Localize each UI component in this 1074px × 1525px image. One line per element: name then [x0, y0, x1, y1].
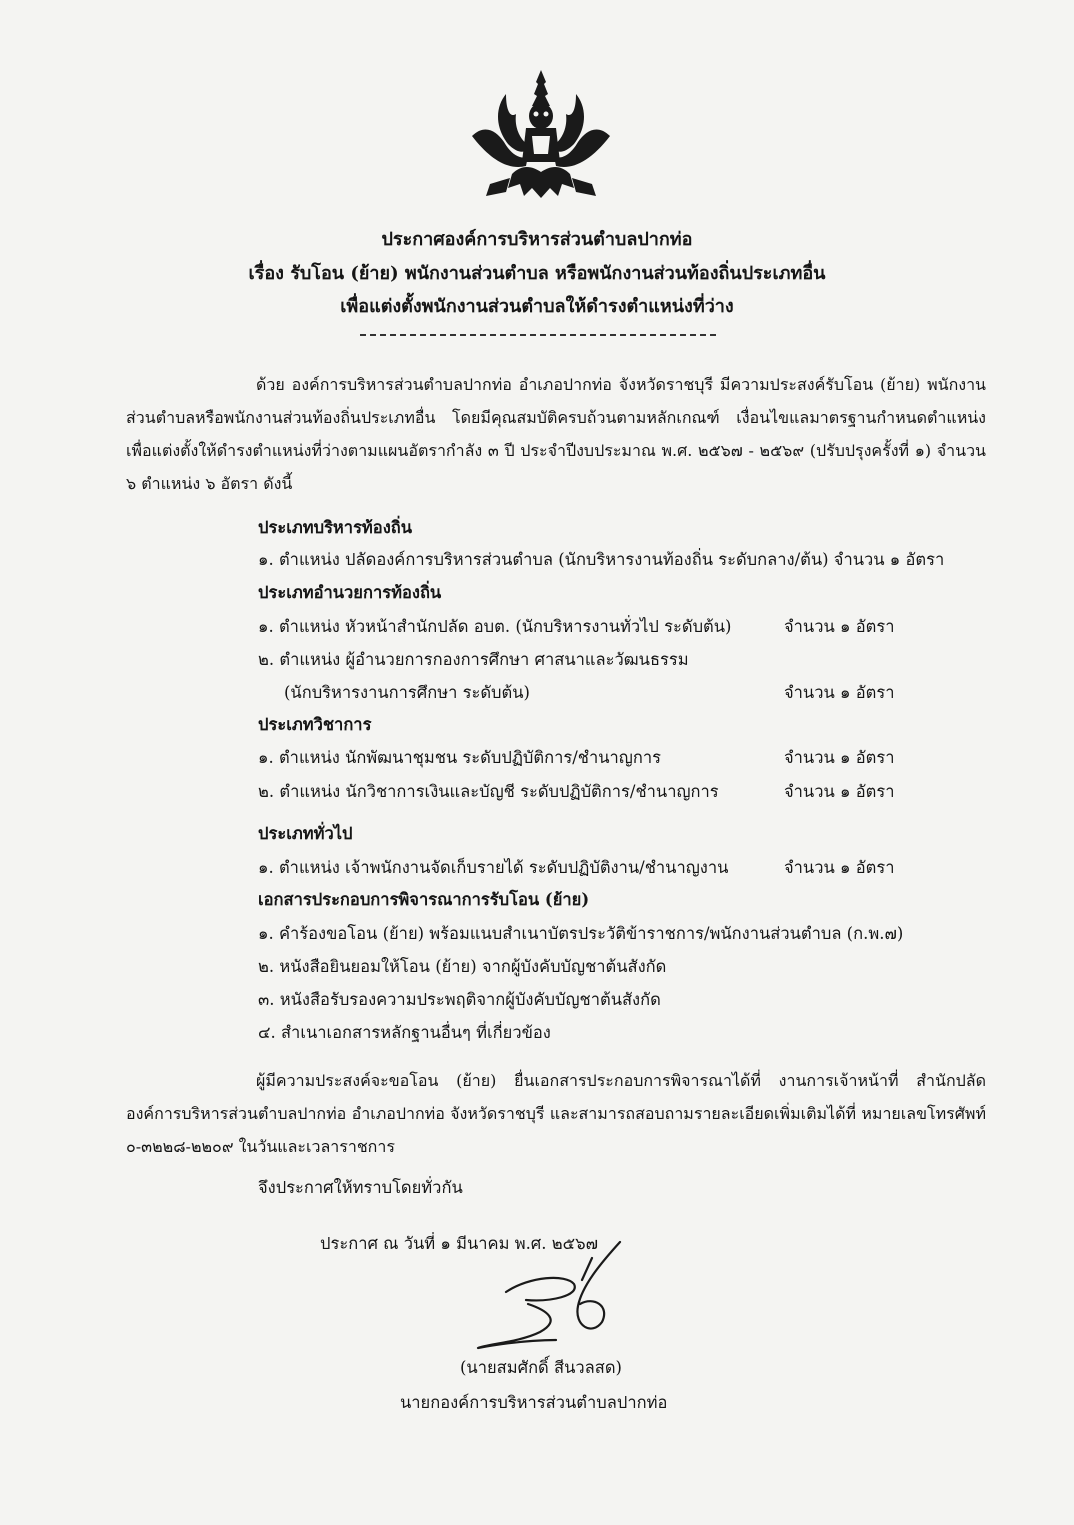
intro-paragraph [126, 368, 986, 500]
document-item: ๒. หนังสือยินยอมให้โอน (ย้าย) จากผู้บังคับบัญชาต้นสังกัด [258, 957, 667, 976]
contact-paragraph [126, 1064, 986, 1163]
signer-title: นายกองค์การบริหารส่วนตำบลปากท่อ [400, 1393, 668, 1412]
signature-icon [470, 1240, 640, 1360]
contact-text: ผู้มีความประสงค์จะขอโอน (ย้าย) ยื่นเอกสารประกอบการพิจารณาได้ที่ งานการเจ้าหน้าที่ สำนักปลัด องค์การบริหารส่วนตำบลปากท่อ อำเภอปากท่อ จังหวัดราชบุรี และสามารถสอบถามรายละเอียดเพิ่มเติมได้ที่ หมายเลขโทรศัพท์ ๐-๓๒๒๘-๒๒๐๙ ในวันและเวลาราชการ [126, 1071, 986, 1156]
position-director-1: ๑. ตำแหน่ง หัวหน้าสำนักปลัด อบต. (นักบริหารงานทั่วไป ระดับต้น) [258, 617, 732, 636]
announcement-title: ประกาศองค์การบริหารส่วนตำบลปากท่อ [381, 229, 693, 250]
amount-director-2: จำนวน ๑ อัตรา [784, 683, 895, 702]
document-item: ๔. สำเนาเอกสารหลักฐานอื่นๆ ที่เกี่ยวข้อง [258, 1023, 551, 1042]
announcement-subject: เรื่อง รับโอน (ย้าย) พนักงานส่วนตำบล หรือพนักงานส่วนท้องถิ่นประเภทอื่น [248, 263, 826, 284]
signer-name: (นายสมศักดิ์ สีนวลสด) [460, 1358, 622, 1377]
amount-academic-2: จำนวน ๑ อัตรา [784, 782, 895, 801]
position-director-2: ๒. ตำแหน่ง ผู้อำนวยการกองการศึกษา ศาสนาและวัฒนธรรม [258, 650, 689, 669]
category-academic-heading: ประเภทวิชาการ [258, 715, 372, 734]
position-academic-2: ๒. ตำแหน่ง นักวิชาการเงินและบัญชี ระดับปฏิบัติการ/ชำนาญการ [258, 782, 719, 801]
garuda-emblem-icon [466, 66, 616, 216]
document-item: ๑. คำร้องขอโอน (ย้าย) พร้อมแนบสำเนาบัตรประวัติข้าราชการ/พนักงานส่วนตำบล (ก.พ.๗) [258, 924, 904, 943]
intro-text: ด้วย องค์การบริหารส่วนตำบลปากท่อ อำเภอปากท่อ จังหวัดราชบุรี มีความประสงค์รับโอน (ย้าย) พนักงานส่วนตำบลหรือพนักงานส่วนท้องถิ่นประเภทอื่น โดยมีคุณสมบัติครบถ้วนตามหลักเกณฑ์ เงื่อนไขแลมาตรฐานกำหนดตำแหน่ง เพื่อแต่งตั้งให้ดำรงตำแหน่งที่ว่างตามแผนอัตรากำลัง ๓ ปี ประจำปีงบประมาณ พ.ศ. ๒๕๖๗ - ๒๕๖๙ (ปรับปรุงครั้งที่ ๑) จำนวน ๖ ตำแหน่ง ๖ อัตรา ดังนี้ [126, 375, 986, 493]
announcement-date: ประกาศ ณ วันที่ ๑ มีนาคม พ.ศ. ๒๕๖๗ [320, 1234, 599, 1253]
title-divider [360, 334, 716, 336]
closing-statement: จึงประกาศให้ทราบโดยทั่วกัน [258, 1178, 463, 1197]
position-academic-1: ๑. ตำแหน่ง นักพัฒนาชุมชน ระดับปฏิบัติการ/ชำนาญการ [258, 748, 661, 767]
amount-academic-1: จำนวน ๑ อัตรา [784, 748, 895, 767]
category-general-heading: ประเภททั่วไป [258, 824, 353, 843]
documents-heading: เอกสารประกอบการพิจารณาการรับโอน (ย้าย) [258, 890, 590, 909]
amount-general-1: จำนวน ๑ อัตรา [784, 858, 895, 877]
position-exec-1: ๑. ตำแหน่ง ปลัดองค์การบริหารส่วนตำบล (นักบริหารงานท้องถิ่น ระดับกลาง/ต้น) จำนวน ๑ อัตรา [258, 550, 945, 569]
amount-director-1: จำนวน ๑ อัตรา [784, 617, 895, 636]
announcement-purpose: เพื่อแต่งตั้งพนักงานส่วนตำบลให้ดำรงตำแหน่งที่ว่าง [340, 296, 734, 317]
category-exec-heading: ประเภทบริหารท้องถิ่น [258, 518, 413, 537]
position-general-1: ๑. ตำแหน่ง เจ้าพนักงานจัดเก็บรายได้ ระดับปฏิบัติงาน/ชำนาญงาน [258, 858, 729, 877]
position-director-2-detail: (นักบริหารงานการศึกษา ระดับต้น) [284, 683, 530, 702]
document-item: ๓. หนังสือรับรองความประพฤติจากผู้บังคับบัญชาต้นสังกัด [258, 990, 661, 1009]
category-director-heading: ประเภทอำนวยการท้องถิ่น [258, 583, 442, 602]
